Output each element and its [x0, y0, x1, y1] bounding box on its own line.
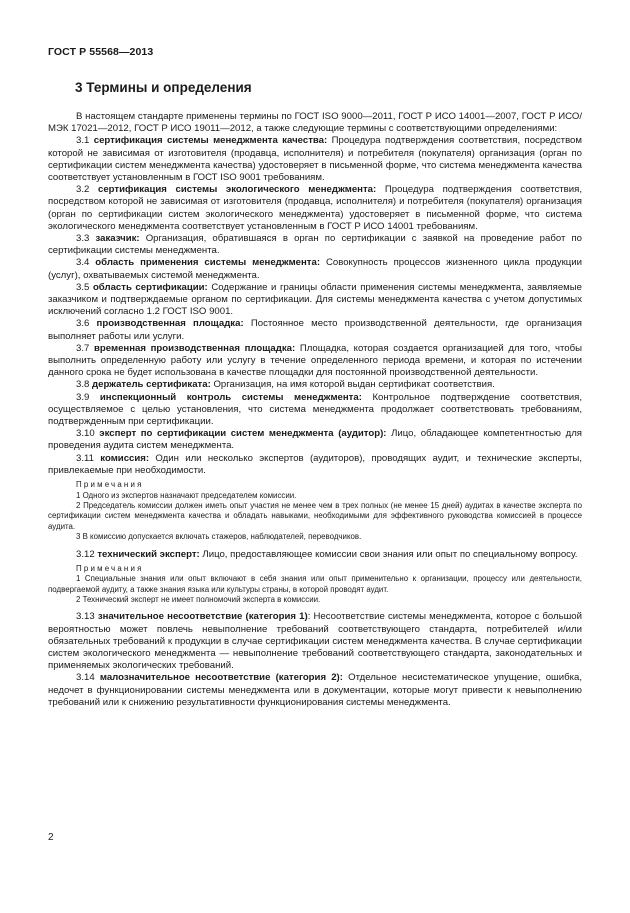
- term-name: заказчик:: [95, 233, 140, 245]
- term-paragraph: 3.13 значительное несоответствие (категория 1): Несоответствие системы менеджмента, которое с большой вероятностью может повлечь невыполнение требований соответствующего стандарта, потребителей и/или обязательных требований к продукции в случае сертификации систем менеджмента качества. В случае сертификации систем экологического менеджмента — невыполнение требований соответствующего стандарта, законодательных и применяемых экологических требований.: [48, 611, 583, 672]
- term-paragraph: 3.5 область сертификации: Содержание и границы области применения системы менеджмента, заявляемые заказчиком и подтверждаемые органом по сертификации. Для системы менеджмента качества с учетом допустимых исключений согласно 1.2 ГОСТ ISO 9001.: [48, 281, 582, 318]
- term-name: временная производственная площадка:: [94, 342, 296, 354]
- note-item: 1 Специальные знания или опыт включают в себя знания или опыт применительно к организации, процессу или деятельности, подвергаемой аудиту, а также знания языка или культуры страны, в которой проводят аудит.: [48, 574, 582, 594]
- term-paragraph: 3.10 эксперт по сертификации систем менеджмента (аудитор): Лицо, обладающее компетентностью для проведения аудита систем менеджмента.: [48, 428, 582, 452]
- term-paragraph: 3.12 технический эксперт: Лицо, предоставляющее комиссии свои знания или опыт по специальному вопросу.: [76, 548, 578, 560]
- note-item: 2 Председатель комиссии должен иметь опыт участия не менее чем в трех полных (не менее 15 дней) аудитах в качестве эксперта по сертификации систем менеджмента качества и обладать навыками, необходимыми для эффективного руководства комиссией в процессе аудита.: [48, 500, 582, 531]
- term-paragraph: 3.14 малозначительное несоответствие (категория 2): Отдельное несистематическое упущение, ошибка, недочет в функционировании системы менеджмента или в документации, которые могут привести к невыполнению требований или к снижению результативности функционирования системы менеджмента.: [48, 672, 582, 708]
- notes-block: [48, 480, 582, 542]
- term-name: технический эксперт:: [97, 548, 200, 560]
- term-paragraph: 3.8 держатель сертификата: Организация, на имя которой выдан сертификат соответствия.: [76, 379, 495, 391]
- document-body: [48, 111, 582, 709]
- page-number: 2: [48, 832, 54, 843]
- term-name: область сертификации:: [92, 281, 208, 293]
- term-name: производственная площадка:: [96, 318, 244, 330]
- term-name: держатель сертификата:: [92, 379, 211, 391]
- note-item: 1 Одного из экспертов назначают председателем комиссии.: [76, 490, 297, 500]
- intro-paragraph: В настоящем стандарте применены термины по ГОСТ ISO 9000—2011, ГОСТ Р ИСО 14001—2007, ГОСТ Р ИСО/МЭК 17021—2012, ГОСТ Р ИСО 19011—2012, а также следующие термины с соответствующими определениями:: [48, 111, 582, 135]
- term-name: малозначительное несоответствие (категория 2):: [99, 672, 343, 684]
- term-paragraph: 3.6 производственная площадка: Постоянное место производственной деятельности, где организация выполняет работы или услуги.: [48, 318, 583, 342]
- term-paragraph: 3.7 временная производственная площадка: Площадка, которая создается организацией для того, чтобы выполнить определенную работу или услугу в течение определенного периода времени, и которая по истечении данного срока не будет использована в качестве площадки для постоянной производственной деятельности.: [48, 342, 582, 379]
- term-name: инспекционный контроль системы менеджмента:: [99, 391, 362, 403]
- term-name: комиссия:: [100, 452, 150, 464]
- notes-heading: Примечания: [76, 563, 144, 573]
- section-title: 3 Термины и определения: [75, 80, 252, 95]
- term-paragraph: 3.1 сертификация системы менеджмента качества: Процедура подтверждения соответствия, посредством которой не зависимая от изготовителя (продавца, исполнителя) и потребителя (покупателя) организация (орган по сертификации систем менеджмента качества) удостоверяет в письменной форме, что система менеджмента качества соответствует установленным в ГОСТ ISO 9001 требованиям.: [48, 135, 582, 184]
- note-item: 3 В комиссию допускается включать стажеров, наблюдателей, переводчиков.: [76, 532, 362, 542]
- standard-header: ГОСТ Р 55568—2013: [48, 46, 154, 58]
- notes-heading: Примечания: [76, 480, 144, 490]
- term-name: сертификация системы менеджмента качества:: [93, 135, 328, 147]
- term-name: значительное несоответствие (категория 1): [97, 611, 308, 623]
- term-name: эксперт по сертификации систем менеджмента (аудитор):: [99, 428, 387, 440]
- term-paragraph: 3.4 область применения системы менеджмента: Совокупность процессов жизненного цикла продукции (услуг), охватываемых системой менеджмента.: [48, 257, 582, 281]
- term-paragraph: 3.2 сертификация системы экологического менеджмента: Процедура подтверждения соответствия, посредством которой не зависимая от изготовителя (продавца, исполнителя) и потребителя (покупателя) организация (орган по сертификации систем экологического менеджмента) удостоверяет в письменной форме, что система экологического менеджмента соответствует установленным в ГОСТ Р ИСО 14001 требованиям.: [48, 184, 582, 232]
- term-name: область применения системы менеджмента:: [95, 257, 321, 269]
- term-name: сертификация системы экологического менеджмента:: [98, 184, 377, 196]
- term-paragraph: 3.11 комиссия: Один или несколько экспертов (аудиторов), проводящих аудит, и технические эксперты, привлекаемые при необходимости.: [48, 452, 582, 476]
- term-paragraph: 3.9 инспекционный контроль системы менеджмента: Контрольное подтверждение соответствия, осуществляемое с целью установления, что система менеджмента продолжает соответствовать требованиям, подтвержденным при сертификации.: [48, 391, 582, 428]
- note-item: 2 Технический эксперт не имеет полномочий эксперта в комиссии.: [76, 594, 321, 604]
- notes-block: [48, 564, 582, 606]
- term-paragraph: 3.3 заказчик: Организация, обратившаяся в орган по сертификации с заявкой на проведение работ по сертификации системы менеджмента.: [48, 233, 583, 257]
